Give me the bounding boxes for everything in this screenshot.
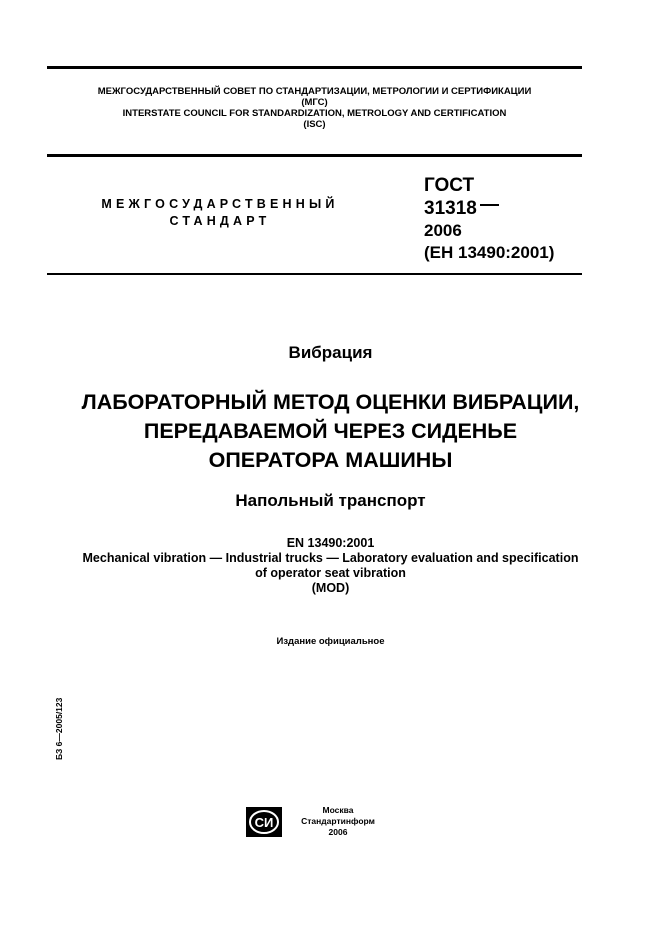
publisher-city: Москва xyxy=(322,805,354,815)
topic-heading: Вибрация xyxy=(288,343,373,362)
standartinform-logo xyxy=(246,807,282,837)
standard-kind-line1: МЕЖГОСУДАРСТВЕННЫЙ xyxy=(101,197,339,211)
standard-kind xyxy=(70,196,370,230)
main-title-line1: ЛАБОРАТОРНЫЙ МЕТОД ОЦЕНКИ ВИБРАЦИИ, xyxy=(81,390,580,414)
logo-text: СИ xyxy=(254,815,274,830)
english-title-block xyxy=(20,536,641,596)
council-header xyxy=(47,86,582,130)
council-en-name: INTERSTATE COUNCIL FOR STANDARDIZATION, METROLOGY AND CERTIFICATION xyxy=(122,108,507,119)
en-title-line2: of operator seat vibration xyxy=(255,566,406,580)
edition-note: Издание официальное xyxy=(276,636,385,647)
en-mod-note: (MOD) xyxy=(311,581,350,595)
gost-designation xyxy=(424,174,554,264)
council-ru-name: МЕЖГОСУДАРСТВЕННЫЙ СОВЕТ ПО СТАНДАРТИЗАЦИИ, МЕТРОЛОГИИ И СЕРТИФИКАЦИИ xyxy=(97,86,532,97)
top-rule xyxy=(47,66,582,69)
main-title-line3: ОПЕРАТОРА МАШИНЫ xyxy=(208,448,453,472)
gost-label: ГОСТ xyxy=(424,175,475,196)
standard-kind-line2: СТАНДАРТ xyxy=(169,214,271,228)
en-standard-code: EN 13490:2001 xyxy=(286,536,375,550)
main-title xyxy=(20,388,641,475)
side-code-text: БЗ 6—2005/123 xyxy=(54,697,64,760)
bottom-rule xyxy=(47,273,582,275)
publisher-name: Стандартинформ xyxy=(301,816,375,826)
gost-dash xyxy=(480,204,499,206)
gost-equivalent: (ЕН 13490:2001) xyxy=(424,243,555,262)
subtitle: Напольный транспорт xyxy=(235,491,426,510)
council-en-abbr: (ISC) xyxy=(303,119,326,130)
gost-year: 2006 xyxy=(424,221,462,240)
en-title-line1: Mechanical vibration — Industrial trucks — Laboratory evaluation and specification xyxy=(82,551,579,565)
gost-number: 31318 xyxy=(424,198,477,219)
middle-rule xyxy=(47,154,582,157)
publisher-year: 2006 xyxy=(328,827,348,837)
council-ru-abbr: (МГС) xyxy=(301,97,328,108)
main-title-line2: ПЕРЕДАВАЕМОЙ ЧЕРЕЗ СИДЕНЬЕ xyxy=(143,419,518,443)
publisher-block xyxy=(288,805,388,838)
